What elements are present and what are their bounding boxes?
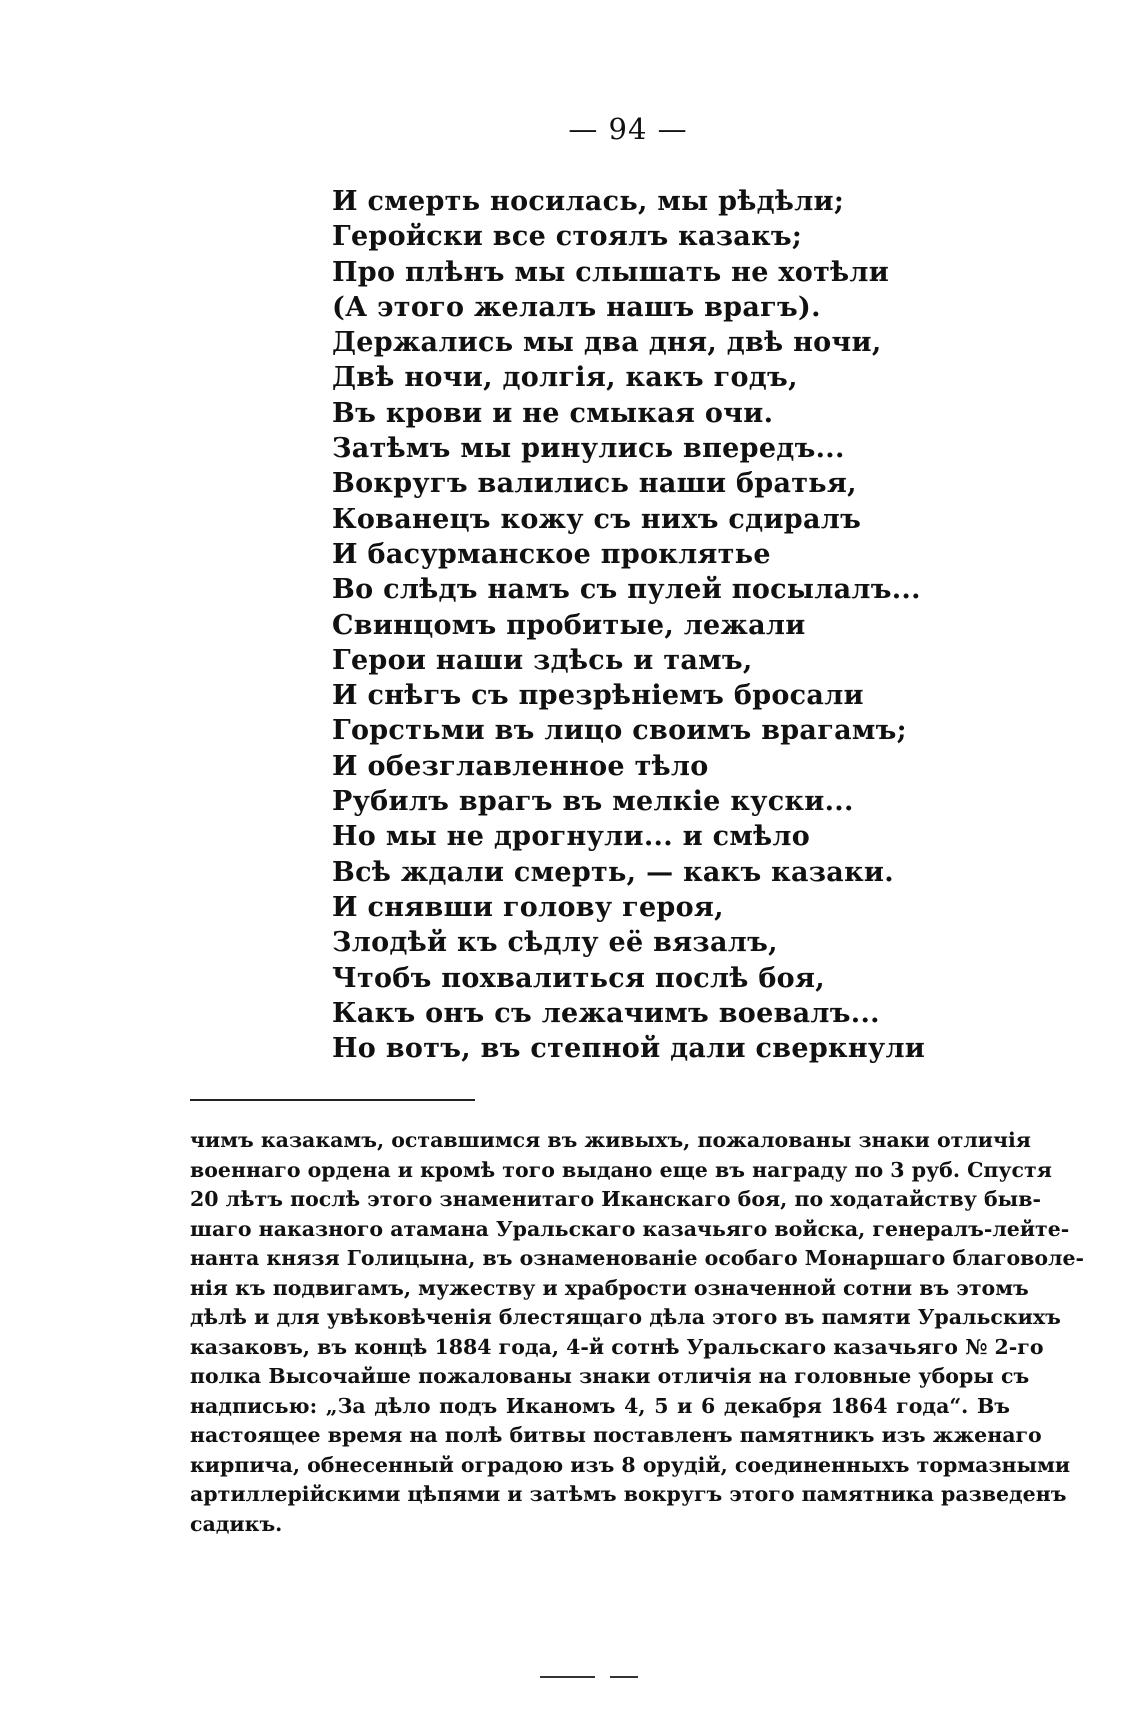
footnote-line: артиллерійскими цѣпями и затѣмъ вокругъ этого памятника разведенъ xyxy=(190,1482,1067,1506)
poem-line: И смерть носилась, мы рѣдѣли; xyxy=(332,186,845,217)
poem-line: Герои наши здѣсь и тамъ, xyxy=(332,644,753,676)
footnote-line: полка Высочайше пожалованы знаки отличія на головные уборы съ xyxy=(190,1364,1030,1388)
page-number: — 94 — xyxy=(568,112,688,146)
footnote-line: шаго наказного атамана Уральскаго казачьяго войска, генералъ-лейте- xyxy=(190,1216,1070,1241)
footnote-line: дѣлѣ и для увѣковѣченія блестящаго дѣла этого въ памяти Уральскихъ xyxy=(190,1305,1061,1329)
poem-line: Свинцомъ пробитые, лежали xyxy=(332,609,806,641)
footnote-line: настоящее время на полѣ битвы поставленъ памятникъ изъ жженаго xyxy=(190,1423,1042,1447)
poem-line: И снявши голову героя, xyxy=(332,891,724,923)
footnote-divider xyxy=(190,1099,475,1101)
poem-line: Въ крови и не смыкая очи. xyxy=(332,397,774,429)
poem-line: Держались мы два дня, двѣ ночи, xyxy=(332,327,882,359)
poem-line: Какъ онъ съ лежачимъ воевалъ... xyxy=(332,997,880,1029)
poem-line: Геройски все стоялъ казакъ; xyxy=(332,221,803,253)
footnote-line: садикъ. xyxy=(190,1511,283,1536)
poem-line: Затѣмъ мы ринулись впередъ... xyxy=(332,433,845,465)
footnote-line: 20 лѣтъ послѣ этого знаменитаго Иканскаго боя, по ходатайству быв- xyxy=(190,1187,1041,1211)
poem-line: Во слѣдъ намъ съ пулей посылалъ... xyxy=(332,574,921,606)
poem-line: Чтобъ похвалиться послѣ боя, xyxy=(332,962,825,994)
bottom-rule xyxy=(610,1676,638,1678)
bottom-rule xyxy=(540,1676,595,1678)
footnote-line: надписью: „За дѣло подъ Иканомъ 4, 5 и 6 декабря 1864 года“. Въ xyxy=(190,1393,1010,1418)
poem-line: Но вотъ, въ степной дали сверкнули xyxy=(332,1033,926,1065)
footnote-line: военнаго ордена и кромѣ того выдано еще въ награду по 3 руб. Спустя xyxy=(190,1157,1052,1182)
footnote-line: казаковъ, въ концѣ 1884 года, 4-й сотнѣ Уральскаго казачьяго № 2-го xyxy=(190,1334,1044,1359)
footnote-line: нія къ подвигамъ, мужеству и храбрости означенной сотни въ этомъ xyxy=(190,1275,1029,1300)
poem-line: И снѣгъ съ презрѣніемъ бросали xyxy=(332,680,864,712)
poem-line: Про плѣнъ мы слышать не хотѣли xyxy=(332,256,890,288)
poem-line: Рубилъ врагъ въ мелкіе куски... xyxy=(332,786,854,818)
footnote-line: кирпича, обнесенный оградою изъ 8 орудій, соединенныхъ тормазными xyxy=(190,1452,1071,1477)
poem-line: И обезглавленное тѣло xyxy=(332,750,709,782)
poem-line: Вокругъ валились наши братья, xyxy=(332,468,857,500)
poem-line: Горстьми въ лицо своимъ врагамъ; xyxy=(332,715,907,747)
poem-line: Злодѣй къ сѣдлу её вязалъ, xyxy=(332,927,778,959)
poem-line: (А этого желалъ нашъ врагъ). xyxy=(332,291,821,323)
poem-line: Двѣ ночи, долгія, какъ годъ, xyxy=(332,362,798,394)
poem-line: Кованецъ кожу съ нихъ сдиралъ xyxy=(332,503,862,535)
poem-line: И басурманское проклятье xyxy=(332,538,771,570)
footnote-line: нанта князя Голицына, въ ознаменованіе особаго Монаршаго благоволе- xyxy=(190,1246,1085,1270)
footnote-line: чимъ казакамъ, оставшимся въ живыхъ, пожалованы знаки отличія xyxy=(190,1128,1031,1152)
poem-line: Но мы не дрогнули... и смѣло xyxy=(332,821,811,853)
poem xyxy=(332,184,925,1066)
footnote xyxy=(190,1126,1085,1539)
poem-line: Всѣ ждали смерть, — какъ казаки. xyxy=(332,856,894,888)
